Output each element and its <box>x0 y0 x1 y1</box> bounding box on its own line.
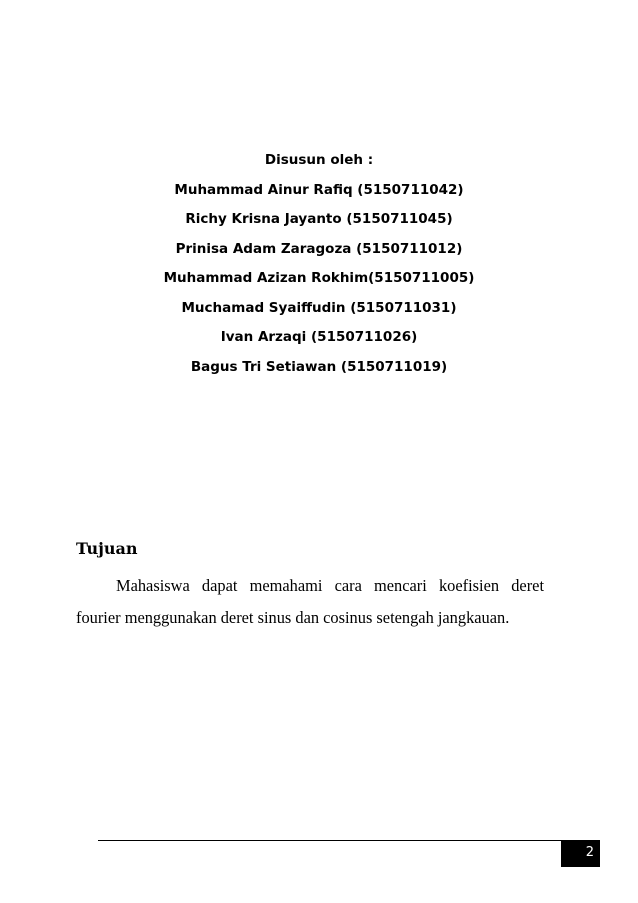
author-name: Muhammad Ainur Rafiq (5150711042) <box>174 181 464 198</box>
author-name: Ivan Arzaqi (5150711026) <box>220 329 418 345</box>
authors-block <box>0 146 638 382</box>
author-name: Muhammad Azizan Rokhim(5150711005) <box>163 270 475 286</box>
footer-rule <box>98 840 561 841</box>
author-name: Prinisa Adam Zaragoza (5150711012) <box>175 240 463 257</box>
author-name: Bagus Tri Setiawan (5150711019) <box>190 358 448 375</box>
section-title: Tujuan <box>76 539 138 558</box>
authors-heading: Disusun oleh : <box>264 152 374 168</box>
section-body: Mahasiswa dapat memahami cara mencari koefisien deret fourier menggunakan deret sinus dan cosinus setengah jangkauan. <box>76 576 544 627</box>
page-number: 2 <box>561 840 600 867</box>
author-name: Muchamad Syaiffudin (5150711031) <box>181 299 457 316</box>
author-name: Richy Krisna Jayanto (5150711045) <box>185 211 453 227</box>
